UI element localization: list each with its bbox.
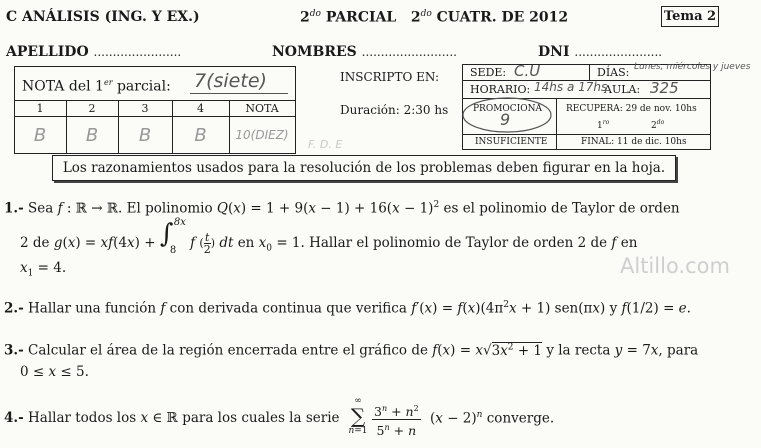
sede-value: C.U [514, 62, 541, 80]
grade-value-nota: 10(DIEZ) [235, 128, 289, 142]
problem-1-line1: 1.- Sea f : ℝ → ℝ. El polinomio $Q(x) = 1 + 9(x - 1) + 16(x - 1)^2$ es el polinomio de Taylor de orden [4, 200, 680, 217]
grade-header-nota: NOTA [245, 102, 279, 115]
student-line [6, 44, 181, 60]
recupera-2: $2^{do}$ [651, 119, 665, 131]
grid-hline-2 [14, 116, 295, 117]
nombres-field[interactable]: ......................... [361, 45, 457, 59]
nota1-value: 7(siete) [194, 70, 267, 92]
problem-2: 2.- Hallar una función f con derivada continua que verifica $f'(x) = f(x)(4\pi^2x + 1)$ sen(πx) y f(1/2) = e. [4, 300, 691, 317]
apellido-field[interactable]: ....................... [93, 45, 182, 59]
sede-vline-mid [556, 98, 557, 149]
sede-vline-top [589, 64, 590, 80]
grade-header-1: 1 [36, 102, 44, 115]
nombres-label: NOMBRES [272, 44, 357, 60]
nota1-label: NOTA del 1er parcial: [22, 78, 171, 95]
grade-value-4: B [194, 124, 207, 146]
promociona-label: PROMOCIONA [473, 104, 542, 114]
grade-header-4: 4 [197, 102, 204, 115]
duracion-label: Duración: 2:30 hs [340, 103, 449, 117]
problem-1-line2: 2 de g(x) = xf(4x) + ∫ 8x 8 f ( $\frac{t}{2}$ ) dt en $x_0 = 1$. Hallar el polinomio de Taylor de orden 2 de f en [20, 217, 638, 256]
series-sum: ∞ ∑ n=1 [348, 396, 368, 436]
problem-3-line2: 0 ≤ x ≤ 5. [20, 364, 89, 380]
series-tail: $(x - 2)^n$ converge. [430, 410, 555, 427]
course-title: C ANÁLISIS (ING. Y EX.) [6, 9, 200, 25]
aula-label: AULA: [604, 83, 641, 96]
promociona-mark: 9 [500, 110, 511, 129]
grade-value-3: B [138, 124, 152, 146]
dias-value: Lunes, miércoles y jueves [634, 62, 751, 72]
dni-field[interactable]: ....................... [574, 45, 663, 59]
exam-title: $2^{do}$ PARCIAL $2^{do}$ CUATR. DE 2012 [300, 9, 569, 26]
notice-box: Los razonamientos usados para la resolución de los problemas deben figurar en la hoja. [52, 155, 676, 181]
recupera-label: RECUPERA: 29 de nov. 10hs [566, 104, 697, 114]
dias-label: DÍAS: [597, 66, 630, 79]
series-fraction: $3^n + n^2$ $5^n + n$ [372, 401, 421, 438]
faint-note: F. D. E [308, 138, 343, 151]
dni-label: DNI [538, 44, 570, 60]
nombres [272, 44, 457, 60]
insuficiente-label: INSUFICIENTE [475, 137, 548, 147]
grade-value-1: B [33, 124, 47, 146]
tema-badge: Tema 2 [661, 6, 719, 27]
watermark: Altillo.com [620, 254, 730, 278]
recupera-1: $1^{ro}$ [597, 119, 610, 131]
nota1-rule [190, 93, 288, 94]
problem-4: 4.- Hallar todos los x ∈ ℝ para los cuales la serie [4, 410, 340, 426]
problem-1-line3: $x_1 = 4$. [20, 260, 67, 279]
dni [538, 44, 662, 60]
apellido-label: APELLIDO [6, 44, 89, 60]
horario-value: 14hs a 17hs [534, 80, 608, 94]
final-label: FINAL: 11 de dic. 10hs [581, 137, 687, 147]
grade-header-3: 3 [141, 102, 149, 115]
sede-label: SEDE: [470, 66, 507, 79]
grade-header-2: 2 [88, 102, 96, 115]
horario-label: HORARIO: [470, 83, 531, 96]
aula-value: 325 [650, 79, 679, 97]
inscripto-label: INSCRIPTO EN: [340, 70, 440, 84]
problem-3-line1: 3.- Calcular el área de la región encerrada entre el gráfico de $f(x) = x√3x^2 + 1$ y la recta y = 7x, para [4, 342, 699, 359]
grade-value-2: B [85, 124, 99, 146]
